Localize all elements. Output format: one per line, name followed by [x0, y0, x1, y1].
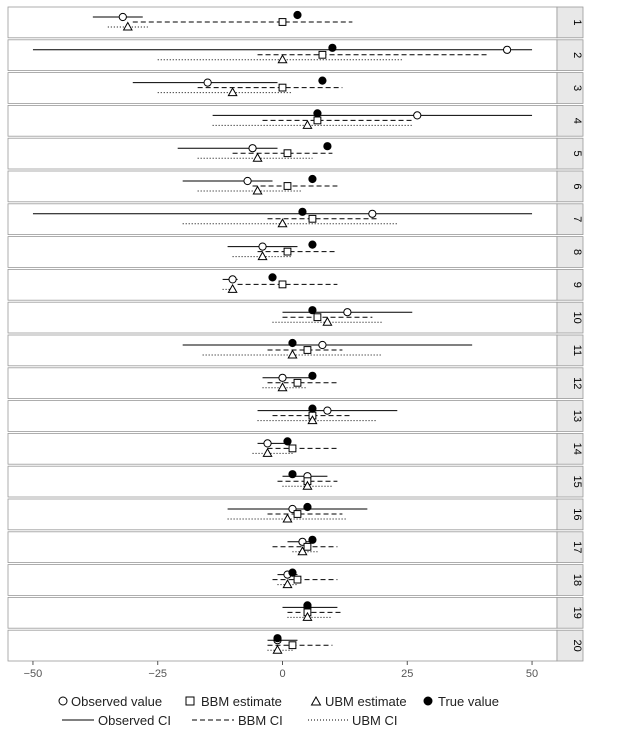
panel-1	[8, 7, 583, 38]
panel-10	[8, 302, 583, 333]
panel-strip-label: 7	[571, 216, 583, 223]
panel-18	[8, 565, 583, 596]
observed-value-marker	[279, 374, 286, 381]
bbm-estimate-marker	[279, 84, 286, 91]
true-value-marker	[309, 241, 316, 248]
observed-value-marker	[369, 210, 376, 217]
panel-frame	[8, 433, 557, 464]
true-value-marker	[324, 143, 331, 150]
panel-frame	[8, 171, 557, 202]
true-value-marker	[309, 372, 316, 379]
legend-true-value-marker	[424, 697, 432, 705]
legend-bbm-ci-label: BBM CI	[238, 713, 283, 728]
true-value-marker	[289, 569, 296, 576]
x-tick-label: 50	[525, 668, 539, 680]
panel-12	[8, 368, 583, 399]
x-axis	[24, 661, 539, 680]
true-value-marker	[304, 602, 311, 609]
true-value-marker	[319, 77, 326, 84]
panel-4	[8, 105, 583, 136]
panel-strip-label: 6	[571, 183, 583, 190]
true-value-marker	[304, 503, 311, 510]
panel-strip-label: 8	[571, 248, 583, 256]
panel-15	[8, 466, 583, 497]
legend-ubm-estimate-marker	[312, 697, 321, 705]
bbm-estimate-marker	[304, 347, 311, 354]
panel-strip-label: 17	[571, 541, 583, 554]
bbm-estimate-marker	[284, 150, 291, 157]
panel-16	[8, 499, 583, 530]
bbm-estimate-marker	[319, 51, 326, 58]
true-value-marker	[314, 110, 321, 117]
true-value-marker	[284, 438, 291, 445]
bbm-estimate-marker	[309, 215, 316, 222]
panel-20	[8, 630, 583, 661]
panel-14	[8, 433, 583, 464]
bbm-estimate-marker	[314, 117, 321, 124]
bbm-estimate-marker	[294, 511, 301, 518]
panel-strip-label: 1	[571, 19, 583, 26]
true-value-marker	[329, 44, 336, 51]
panel-6	[8, 171, 583, 202]
true-value-marker	[309, 405, 316, 412]
panel-frame	[8, 630, 557, 661]
observed-value-marker	[414, 112, 421, 119]
panel-strip-label: 19	[571, 606, 583, 619]
observed-value-marker	[259, 243, 266, 250]
legend-observed-value-marker	[59, 697, 67, 705]
panel-13	[8, 401, 583, 432]
bbm-estimate-marker	[289, 445, 296, 452]
x-tick-label: 25	[401, 668, 414, 680]
legend-bbm-estimate-label: BBM estimate	[201, 694, 282, 709]
panel-strip-label: 10	[571, 311, 583, 324]
observed-value-marker	[249, 145, 256, 152]
observed-value-marker	[229, 276, 236, 283]
true-value-marker	[294, 11, 301, 18]
observed-value-marker	[319, 341, 326, 348]
panel-strip-label: 9	[571, 281, 583, 288]
x-tick-label: −25	[148, 668, 168, 680]
panel-strip-label: 5	[571, 150, 583, 157]
bbm-estimate-marker	[294, 379, 301, 386]
panel-5	[8, 138, 583, 169]
legend-bbm-estimate-marker	[186, 697, 194, 705]
panel-strip-label: 14	[571, 442, 583, 455]
panel-frame	[8, 499, 557, 530]
true-value-marker	[309, 536, 316, 543]
panel-strip-label: 18	[571, 573, 583, 587]
panel-frame	[8, 597, 557, 628]
observed-value-marker	[264, 440, 271, 447]
panel-frame	[8, 335, 557, 366]
bbm-estimate-marker	[304, 543, 311, 550]
panel-strip-label: 16	[571, 508, 583, 521]
panel-19	[8, 597, 583, 628]
panel-strip-label: 11	[571, 344, 583, 357]
panel-strip-label: 2	[571, 52, 583, 59]
observed-value-marker	[244, 177, 251, 184]
panel-17	[8, 532, 583, 563]
observed-value-marker	[344, 309, 351, 316]
panel-group	[8, 7, 583, 661]
legend-observed-value-label: Observed value	[71, 694, 163, 709]
true-value-marker	[289, 471, 296, 478]
bbm-estimate-marker	[284, 248, 291, 255]
bbm-estimate-marker	[279, 19, 286, 26]
panel-strip-label: 12	[571, 377, 583, 390]
legend-true-value-label: True value	[438, 694, 499, 709]
panel-8	[8, 237, 583, 268]
panel-9	[8, 269, 583, 300]
legend-ubm-estimate-label: UBM estimate	[325, 694, 407, 709]
x-tick-label: −50	[23, 668, 43, 680]
bbm-estimate-marker	[279, 281, 286, 288]
true-value-marker	[269, 274, 276, 281]
observed-value-marker	[204, 79, 211, 86]
legend-ubm-ci-label: UBM CI	[352, 713, 398, 728]
legend-observed-ci-label: Observed CI	[98, 713, 171, 728]
true-value-marker	[274, 635, 281, 642]
panel-strip-label: 4	[571, 117, 583, 124]
panel-strip-label: 20	[571, 639, 583, 652]
bbm-estimate-marker	[289, 642, 296, 649]
observed-value-marker	[503, 46, 510, 53]
x-tick-label: 0	[279, 668, 286, 680]
true-value-marker	[309, 307, 316, 314]
bbm-estimate-marker	[314, 314, 321, 321]
bbm-estimate-marker	[294, 576, 301, 583]
bbm-estimate-marker	[284, 183, 291, 190]
observed-value-marker	[324, 407, 331, 414]
panel-11	[8, 335, 583, 366]
true-value-marker	[289, 339, 296, 346]
panel-strip-label: 3	[571, 84, 583, 92]
panel-strip-label: 15	[571, 475, 583, 488]
true-value-marker	[309, 175, 316, 182]
observed-value-marker	[119, 13, 126, 20]
legend	[59, 694, 499, 728]
panel-7	[8, 204, 583, 235]
panel-2	[8, 40, 583, 71]
panel-3	[8, 73, 583, 104]
true-value-marker	[299, 208, 306, 215]
panel-strip-label: 13	[571, 409, 583, 423]
